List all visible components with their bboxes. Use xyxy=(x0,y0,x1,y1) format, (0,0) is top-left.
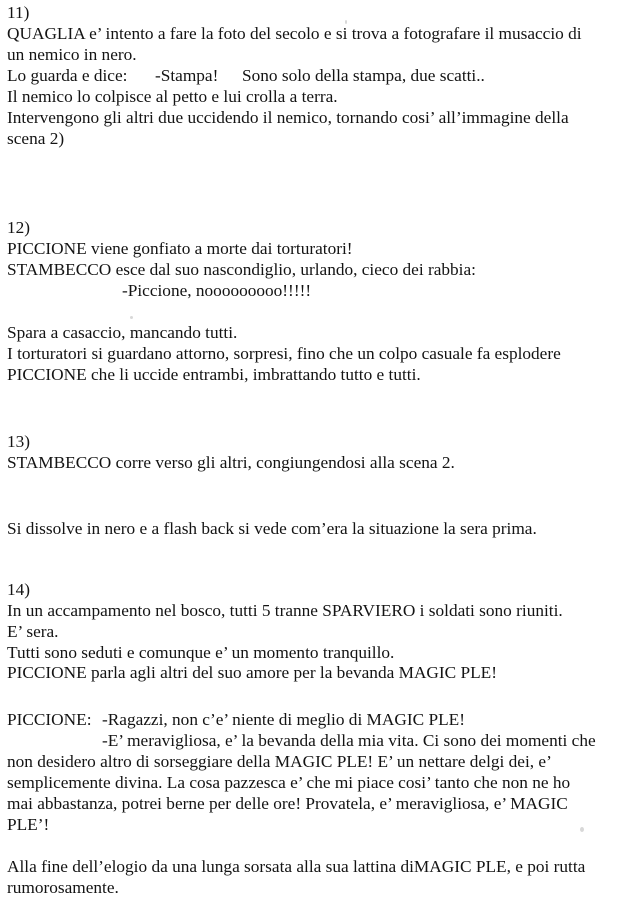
scene-number: 13) xyxy=(7,432,31,451)
scene-number: 12) xyxy=(7,218,31,237)
scene-text-line: I torturatori si guardano attorno, sorpresi, fino che un colpo casuale fa esplodere xyxy=(7,344,561,363)
speech-second: -E’ meravigliosa, e’ la bevanda della mia vita. Ci sono dei momenti che xyxy=(102,731,596,750)
scan-speck xyxy=(345,20,347,24)
speech-first: -Ragazzi, non c’e’ niente di meglio di MAGIC PLE! xyxy=(102,710,465,729)
scene-text-line: STAMBECCO corre verso gli altri, congiungendosi alla scena 2. xyxy=(7,453,455,472)
scan-speck xyxy=(130,316,133,319)
scene-text-line: STAMBECCO esce dal suo nascondiglio, urlando, cieco dei rabbia: xyxy=(7,260,476,279)
scene-text-line: Spara a casaccio, mancando tutti. xyxy=(7,323,238,342)
speech-text-line: PLE’! xyxy=(7,815,50,834)
scene-text-line: PICCIONE parla agli altri del suo amore per la bevanda MAGIC PLE! xyxy=(7,663,497,682)
transition-line: Si dissolve in nero e a flash back si vede com’era la situazione la sera prima. xyxy=(7,519,537,538)
dialogue-rest: Sono solo della stampa, due scatti.. xyxy=(242,66,485,85)
speech-text-line: mai abbastanza, potrei berne per delle ore! Provatela, e’ meravigliosa, e’ MAGIC xyxy=(7,794,568,813)
scene-text-line: PICCIONE che li uccide entrambi, imbrattando tutto e tutti. xyxy=(7,365,421,384)
scene-text-line: In un accampamento nel bosco, tutti 5 tranne SPARVIERO i soldati sono riuniti. xyxy=(7,601,563,620)
closing-text-line: Alla fine dell’elogio da una lunga sorsata alla sua lattina diMAGIC PLE, e poi rutta xyxy=(7,857,586,876)
scene-text-line: Tutti sono seduti e comunque e’ un momento tranquillo. xyxy=(7,643,395,662)
scene-text-line: QUAGLIA e’ intento a fare la foto del secolo e si trova a fotografare il musaccio di xyxy=(7,24,582,43)
scan-speck xyxy=(580,827,584,832)
dialogue-lead: Lo guarda e dice: xyxy=(7,66,128,85)
scene-text-line: Il nemico lo colpisce al petto e lui crolla a terra. xyxy=(7,87,338,106)
scene-number: 11) xyxy=(7,3,30,22)
closing-text-line: rumorosamente. xyxy=(7,878,119,897)
scene-number: 14) xyxy=(7,580,31,599)
dialogue-quote: -Stampa! xyxy=(155,66,219,85)
scene-text-line: E’ sera. xyxy=(7,622,59,641)
scene-text-line: un nemico in nero. xyxy=(7,45,137,64)
speaker-name: PICCIONE: xyxy=(7,710,92,729)
scene-text-line: Intervengono gli altri due uccidendo il nemico, tornando cosi’ all’immagine della xyxy=(7,108,569,127)
shout-line: -Piccione, nooooooooo!!!!! xyxy=(122,281,312,300)
speech-text-line: semplicemente divina. La cosa pazzesca e’ che mi piace cosi’ tanto che non ne ho xyxy=(7,773,571,792)
scene-text-line: PICCIONE viene gonfiato a morte dai torturatori! xyxy=(7,239,353,258)
speech-text-line: non desidero altro di sorseggiare della MAGIC PLE! E’ un nettare delgi dei, e’ xyxy=(7,752,552,771)
scene-text-line: scena 2) xyxy=(7,129,65,148)
